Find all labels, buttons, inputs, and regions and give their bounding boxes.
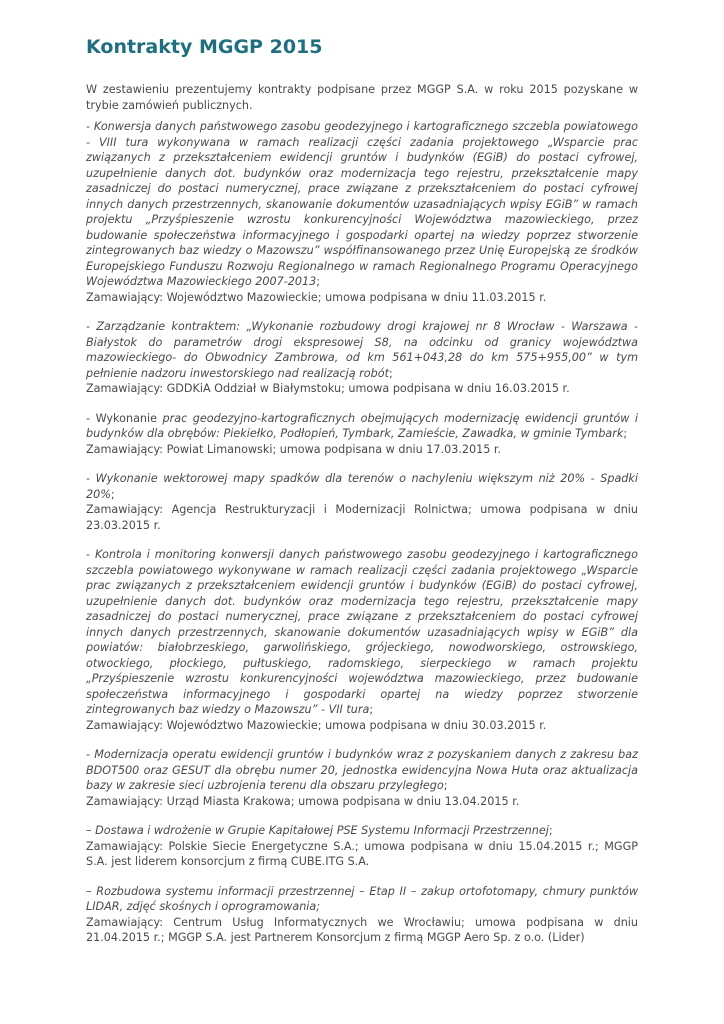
contract-description: Modernizacja operatu ewidencji gruntów i budynków wraz z pozyskaniem danych z zakresu baz BDOT500 oraz GESUT dla obrębu numer 20, jednostka ewidencyjna Nowa Huta oraz aktualizacja bazy w zakresie sieci uzbrojenia terenu dla obszaru przyległego: [86, 748, 638, 792]
contract-prefix: –: [86, 824, 96, 837]
contract-client: Zamawiający: Województwo Mazowieckie; umowa podpisana w dniu 11.03.2015 r.: [86, 290, 547, 304]
contract-entry: [86, 319, 638, 397]
contract-description: Konwersja danych państwowego zasobu geodezyjnego i kartograficznego szczebla powiatowego - VIII tura wykonywana w ramach realizacji części zadania projektowego „Wsparcie prac związanych z przekształceniem ewidencji gruntów i budynków (EGiB) do postaci cyfrowej, uzupełnienie danych dot. budynków oraz modernizacja tego rejestru, przekształcenie mapy zasadniczej do postaci numerycznej, prace związane z przekształceniem do postaci cyfrowej innych danych przestrzennych, skanowanie dokumentów uzasadniających wpisy EGiB” w ramach projektu „Przyśpieszenie wzrostu konkurencyjności Województwa mazowieckiego, przez budowanie społeczeństwa informacyjnego i gospodarki opartej na wiedzy poprzez stworzenie zintegrowanych baz wiedzy o Mazowszu” współfinansowanego przez Unię Europejską ze środków Europejskiego Funduszu Rozwoju Regionalnego w ramach Regionalnego Programu Operacyjnego Województwa Mazowieckiego 2007-2013: [86, 120, 639, 288]
contract-client: Zamawiający: Centrum Usług Informatycznych we Wrocławiu; umowa podpisana w dniu 21.04.2015 r.; MGGP S.A. jest Partnerem Konsorcjum z firmą MGGP Aero Sp. z o.o. (Lider): [86, 915, 638, 944]
contract-entry: [86, 747, 638, 809]
contract-description: prac geodezyjno-kartograficznych obejmujących modernizację ewidencji gruntów i budynków dla obrębów: Piekiełko, Podłopień, Tymbark, Zamieście, Zawadka, w gminie Tymbark: [86, 411, 639, 440]
contract-suffix: ;: [443, 779, 448, 792]
contract-entry: [86, 119, 638, 305]
contract-prefix: -: [86, 320, 97, 333]
contract-entry: [86, 823, 638, 870]
contract-client: Zamawiający: Urząd Miasta Krakowa; umowa podpisana w dniu 13.04.2015 r.: [86, 794, 520, 808]
contract-prefix: –: [86, 884, 97, 898]
contract-description: Zarządzanie kontraktem: „Wykonanie rozbudowy drogi krajowej nr 8 Wrocław - Warszawa - Białystok do parametrów drogi ekspresowej S8, na odcinku od granicy województwa mazowieckiego- do Obwodnicy Zambrowa, od km 561+043,28 do km 575+955,00” w tym pełnienie nadzoru inwestorskiego nad realizacją robót: [86, 320, 638, 380]
contract-description: Dostawa i wdrożenie w Grupie Kapitałowej PSE Systemu Informacji Przestrzennej: [95, 824, 549, 837]
intro-paragraph: W zestawieniu prezentujemy kontrakty podpisane przez MGGP S.A. w roku 2015 pozyskane w trybie zamówień publicznych.: [86, 83, 638, 112]
contract-prefix: -: [86, 472, 96, 485]
contract-suffix: ;: [110, 487, 115, 501]
page-title: Kontrakty MGGP 2015: [86, 36, 323, 58]
contract-suffix: ;: [548, 824, 553, 837]
contract-client: Zamawiający: Agencja Restrukturyzacji i Modernizacji Rolnictwa; umowa podpisana w dniu 23.03.2015 r.: [86, 503, 638, 532]
contract-description: Kontrola i monitoring konwersji danych państwowego zasobu geodezyjnego i kartograficznego szczebla powiatowego wykonywane w ramach realizacji części zadania projektowego „Wsparcie prac związanych z przekształceniem ewidencji gruntów i budynków (EGiB) do postaci cyfrowej, uzupełnienie danych dot. budynków oraz modernizacja tego rejestru, przekształcenie mapy zasadniczej do postaci numerycznej, prace związane z przekształceniem do postaci cyfrowej innych danych przestrzennych, skanowanie dokumentów uzasadniających wpisy w EGiB” dla powiatów: białobrzeskiego, garwolińskiego, grójeckiego, nowodworskiego, ostrowskiego, otwockiego, płockiego, pułtuskiego, radomskiego, sierpeckiego w ramach projektu „Przyśpieszenie wzrostu konkurencyjności województwa mazowieckiego, przez budowanie społeczeństwa informacyjnego i gospodarki opartej na wiedzy poprzez stworzenie zintegrowanych baz wiedzy o Mazowszu” - VII tura: [86, 548, 638, 716]
contract-client: Zamawiający: GDDKiA Oddział w Białymstoku; umowa podpisana w dniu 16.03.2015 r.: [86, 382, 570, 395]
contract-prefix: -: [86, 120, 94, 133]
contract-description: Rozbudowa systemu informacji przestrzennej – Etap II – zakup ortofotomapy, chmury punktów LIDAR, zdjęć skośnych i oprogramowania;: [86, 884, 639, 913]
contract-prefix: -: [86, 548, 96, 561]
contract-entry: [86, 547, 638, 733]
contract-suffix: ;: [316, 275, 321, 288]
contract-suffix: ;: [623, 427, 628, 440]
contract-client: Zamawiający: Województwo Mazowieckie; umowa podpisana w dniu 30.03.2015 r.: [86, 718, 547, 732]
contract-client: Zamawiający: Polskie Siecie Energetyczne S.A.; umowa podpisana w dniu 15.04.2015 r.; MGGP S.A. jest liderem konsorcjum z firmą CUBE.ITG S.A.: [86, 839, 638, 868]
contract-entry: [86, 884, 638, 946]
contract-entry: [86, 471, 638, 533]
contract-suffix: ;: [369, 703, 374, 716]
contract-client: Zamawiający: Powiat Limanowski; umowa podpisana w dniu 17.03.2015 r.: [86, 442, 502, 456]
contract-prefix: - Wykonanie: [86, 411, 163, 425]
contract-description: Wykonanie wektorowej mapy spadków dla terenów o nachyleniu większym niż 20% - Spadki 20%: [86, 472, 638, 501]
contract-entry: [86, 411, 638, 458]
contract-suffix: ;: [388, 366, 393, 380]
contract-prefix: -: [86, 748, 95, 761]
